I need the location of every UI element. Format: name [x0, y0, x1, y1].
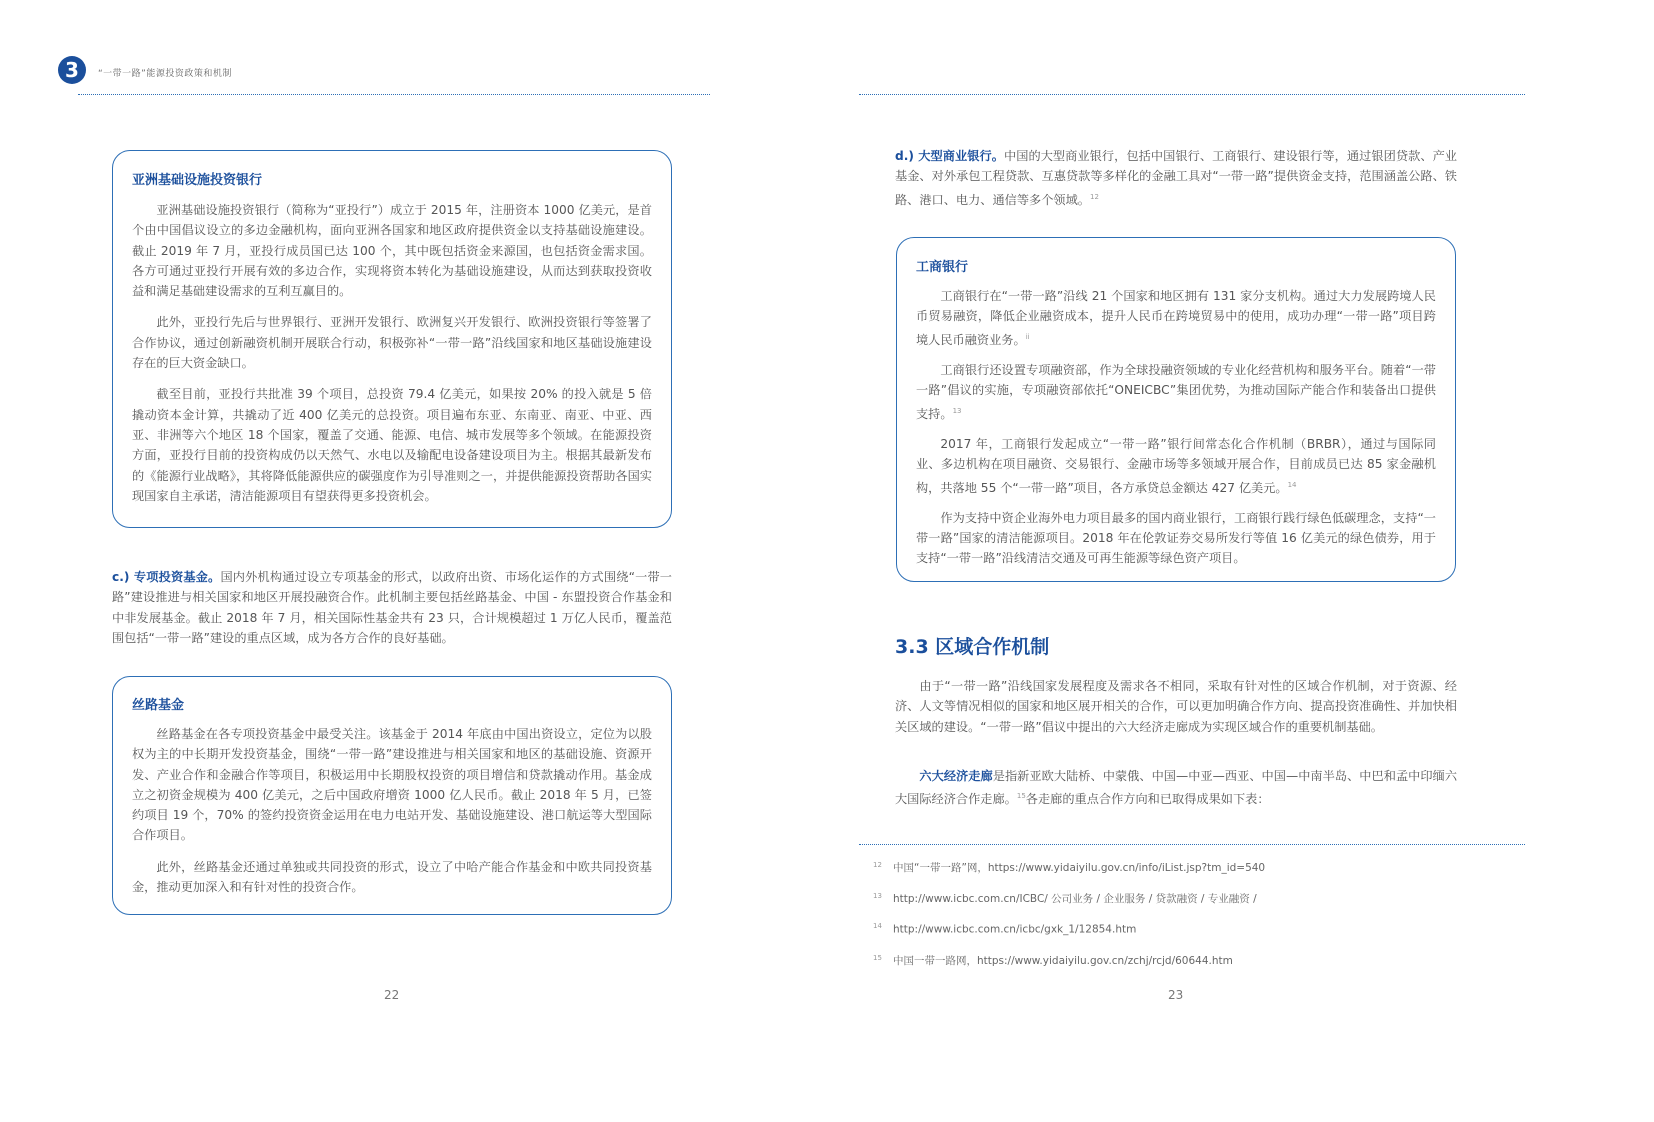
footnote-item[interactable]: 12 中国“一带一路”网，https://www.yidaiyilu.gov.cn/info/iList.jsp?tm_id=540 — [873, 860, 1266, 874]
footnote-ref[interactable]: 14 — [1287, 480, 1297, 489]
regional-cooperation-paragraph: 由于“一带一路”沿线国家发展程度及需求各不相同，采取有针对性的区域合作机制，对于资源、经济、人文等情况相似的国家和地区展开相关的合作，可以更加明确合作方向、提高投资准确性、并加快相关区域的建设。“一带一路”倡议中提出的六大经济走廊成为实现区域合作的重要机制基础。 — [895, 679, 1457, 734]
footnote-item[interactable]: 15 中国一带一路网，https://www.yidaiyilu.gov.cn/zchj/rcjd/60644.htm — [873, 953, 1233, 967]
header-divider — [859, 94, 1525, 95]
aiib-box-title: 亚洲基础设施投资银行 — [132, 173, 263, 188]
footnote-ref[interactable]: 13 — [952, 406, 962, 415]
icbc-box — [896, 237, 1456, 582]
footnote-ref[interactable]: 12 — [1090, 192, 1099, 201]
icbc-paragraph: 工商银行在“一带一路”沿线 21 个国家和地区拥有 131 家分支机构。通过大力发展跨境人民币贸易融资，降低企业融资成本，提升人民币在跨境贸易中的使用，成功办理“一带一路”项目跨境人民币融资业务。$^{ii}$ — [916, 289, 1436, 347]
aiib-paragraph: 截至目前，亚投行共批准 39 个项目，总投资 79.4 亿美元，如果按 20% 的投入就是 5 倍撬动资本金计算，共撬动了近 400 亿美元的总投资。项目遍布东亚、东南亚、南亚、中亚、西亚、非洲等六个地区 18 个国家，覆盖了交通、能源、电信、城市发展等多个领域。在能源投资方面，亚投行目前的投资构成仍以天然气、水电以及输配电设备建设项目为主。根据其最新发布的《能源行业战略》，其将降低能源供应的碳强度作为引导准则之一，并提供能源投资帮助各国实现国家自主承诺，清洁能源项目有望获得更多投资机会。 — [132, 387, 652, 503]
header-divider — [78, 94, 710, 95]
aiib-paragraph: 亚洲基础设施投资银行（简称为“亚投行”）成立于 2015 年，注册资本 1000 亿美元，是首个由中国倡议设立的多边金融机构，面向亚洲各国家和地区政府提供资金以支持基础设施建设。截止 2019 年 7 月，亚投行成员国已达 100 个，其中既包括资金来源国，也包括资金需求国。各方可通过亚投行开展有效的多边合作，实现将资本转化为基础设施建设，从而达到获取投资收益和满足基础建设需求的互利互赢目的。 — [132, 203, 652, 299]
special-fund-paragraph — [112, 567, 672, 648]
icbc-box-title: 工商银行 — [916, 260, 969, 275]
section-heading: 3.3 区域合作机制 — [895, 636, 1050, 658]
aiib-box — [112, 150, 672, 528]
commercial-banks-paragraph — [895, 146, 1457, 210]
footnote-ref[interactable]: ii — [1025, 332, 1030, 341]
footnote-item[interactable]: 13 http://www.icbc.com.cn/ICBC/ 公司业务 / 企业服务 / 贷款融资 / 专业融资 / — [873, 891, 1257, 905]
footnote-divider — [859, 844, 1525, 845]
footnote-ref[interactable]: 15 — [1016, 792, 1026, 801]
economic-corridors-paragraph: 六大经济走廊是指新亚欧大陆桥、中蒙俄、中国—中亚—西亚、中国—中南半岛、中巴和孟中印缅六大国际经济合作走廊。$^{15}$各走廊的重点合作方向和已取得成果如下表： — [895, 769, 1458, 807]
footnote-item[interactable]: 14 http://www.icbc.com.cn/icbc/gxk_1/12854.htm — [873, 922, 1137, 936]
page-number-right: 23 — [1168, 988, 1184, 1002]
icbc-paragraph: 2017 年，工商银行发起成立“一带一路”银行间常态化合作机制（BRBR），通过与国际同业、多边机构在项目融资、交易银行、金融市场等多领域开展合作，目前成员已达 85 家金融机构，共落地 55 个“一带一路”项目，各方承贷总金额达 427 亿美元。$^{14}$ — [916, 436, 1436, 495]
corridors-lead: 六大经济走廊 — [919, 769, 993, 783]
commercial-banks-lead: d.) 大型商业银行。 — [895, 149, 1004, 163]
commercial-banks-text: 中国的大型商业银行，包括中国银行、工商银行、建设银行等，通过银团贷款、产业基金、对外承包工程贷款、互惠贷款等多样化的金融工具对“一带一路”提供资金支持，范围涵盖公路、铁路、港口、电力、通信等多个领域。 — [895, 149, 1457, 207]
silk-road-fund-box — [112, 676, 672, 915]
icbc-paragraph: 作为支持中资企业海外电力项目最多的国内商业银行，工商银行践行绿色低碳理念，支持“一带一路”国家的清洁能源项目。2018 年在伦敦证券交易所发行等值 16 亿美元的绿色债券，用于支持“一带一路”沿线清洁交通及可再生能源等绿色资产项目。 — [916, 510, 1436, 566]
silk-road-fund-title: 丝路基金 — [132, 698, 185, 713]
silk-road-fund-paragraph: 此外，丝路基金还通过单独或共同投资的形式，设立了中哈产能合作基金和中欧共同投资基金，推动更加深入和有针对性的投资合作。 — [132, 859, 652, 895]
aiib-paragraph: 此外，亚投行先后与世界银行、亚洲开发银行、欧洲复兴开发银行、欧洲投资银行等签署了合作协议，通过创新融资机制开展联合行动，积极弥补“一带一路”沿线国家和地区基础设施建设存在的巨大资金缺口。 — [132, 315, 652, 371]
running-title: “一带一路”能源投资政策和机制 — [98, 69, 232, 79]
icbc-paragraph: 工商银行还设置专项融资部，作为全球投融资领域的专业化经营机构和服务平台。随着“一带一路”倡议的实施，专项融资部依托“ONEICBC”集团优势，为推动国际产能合作和装备出口提供支持。$^{13}$ — [916, 362, 1436, 421]
chapter-number-badge: 3 — [58, 56, 86, 84]
page-number-left: 22 — [384, 988, 400, 1002]
special-fund-lead: c.) 专项投资基金。 — [112, 570, 221, 584]
right-page — [827, 0, 1654, 1122]
silk-road-fund-paragraph: 丝路基金在各专项投资基金中最受关注。该基金于 2014 年底由中国出资设立，定位为以股权为主的中长期开发投资基金，围绕“一带一路”建设推进与相关国家和地区的基础设施、资源开发、产业合作和金融合作等项目，积极运用中长期股权投资的项目增信和贷款撬动作用。基金成立之初资金规模为 400 亿美元，之后中国政府增资 1000 亿人民币。截止 2018 年 5 月，已签约项目 19 个，70% 的签约投资资金运用在电力电站开发、基础设施建设、港口航运等大型国际合作项目。 — [132, 727, 652, 843]
special-fund-text: 国内外机构通过设立专项基金的形式，以政府出资、市场化运作的方式围绕“一带一路”建设推进与相关国家和地区开展投融资合作。此机制主要包括丝路基金、中国 - 东盟投资合作基金和中非发展基金。截止 2018 年 7 月，相关国际性基金共有 23 只，合计规模超过 1 万亿人民币，覆盖范围包括“一带一路”建设的重点区域，成为各方合作的良好基础。 — [112, 570, 672, 645]
